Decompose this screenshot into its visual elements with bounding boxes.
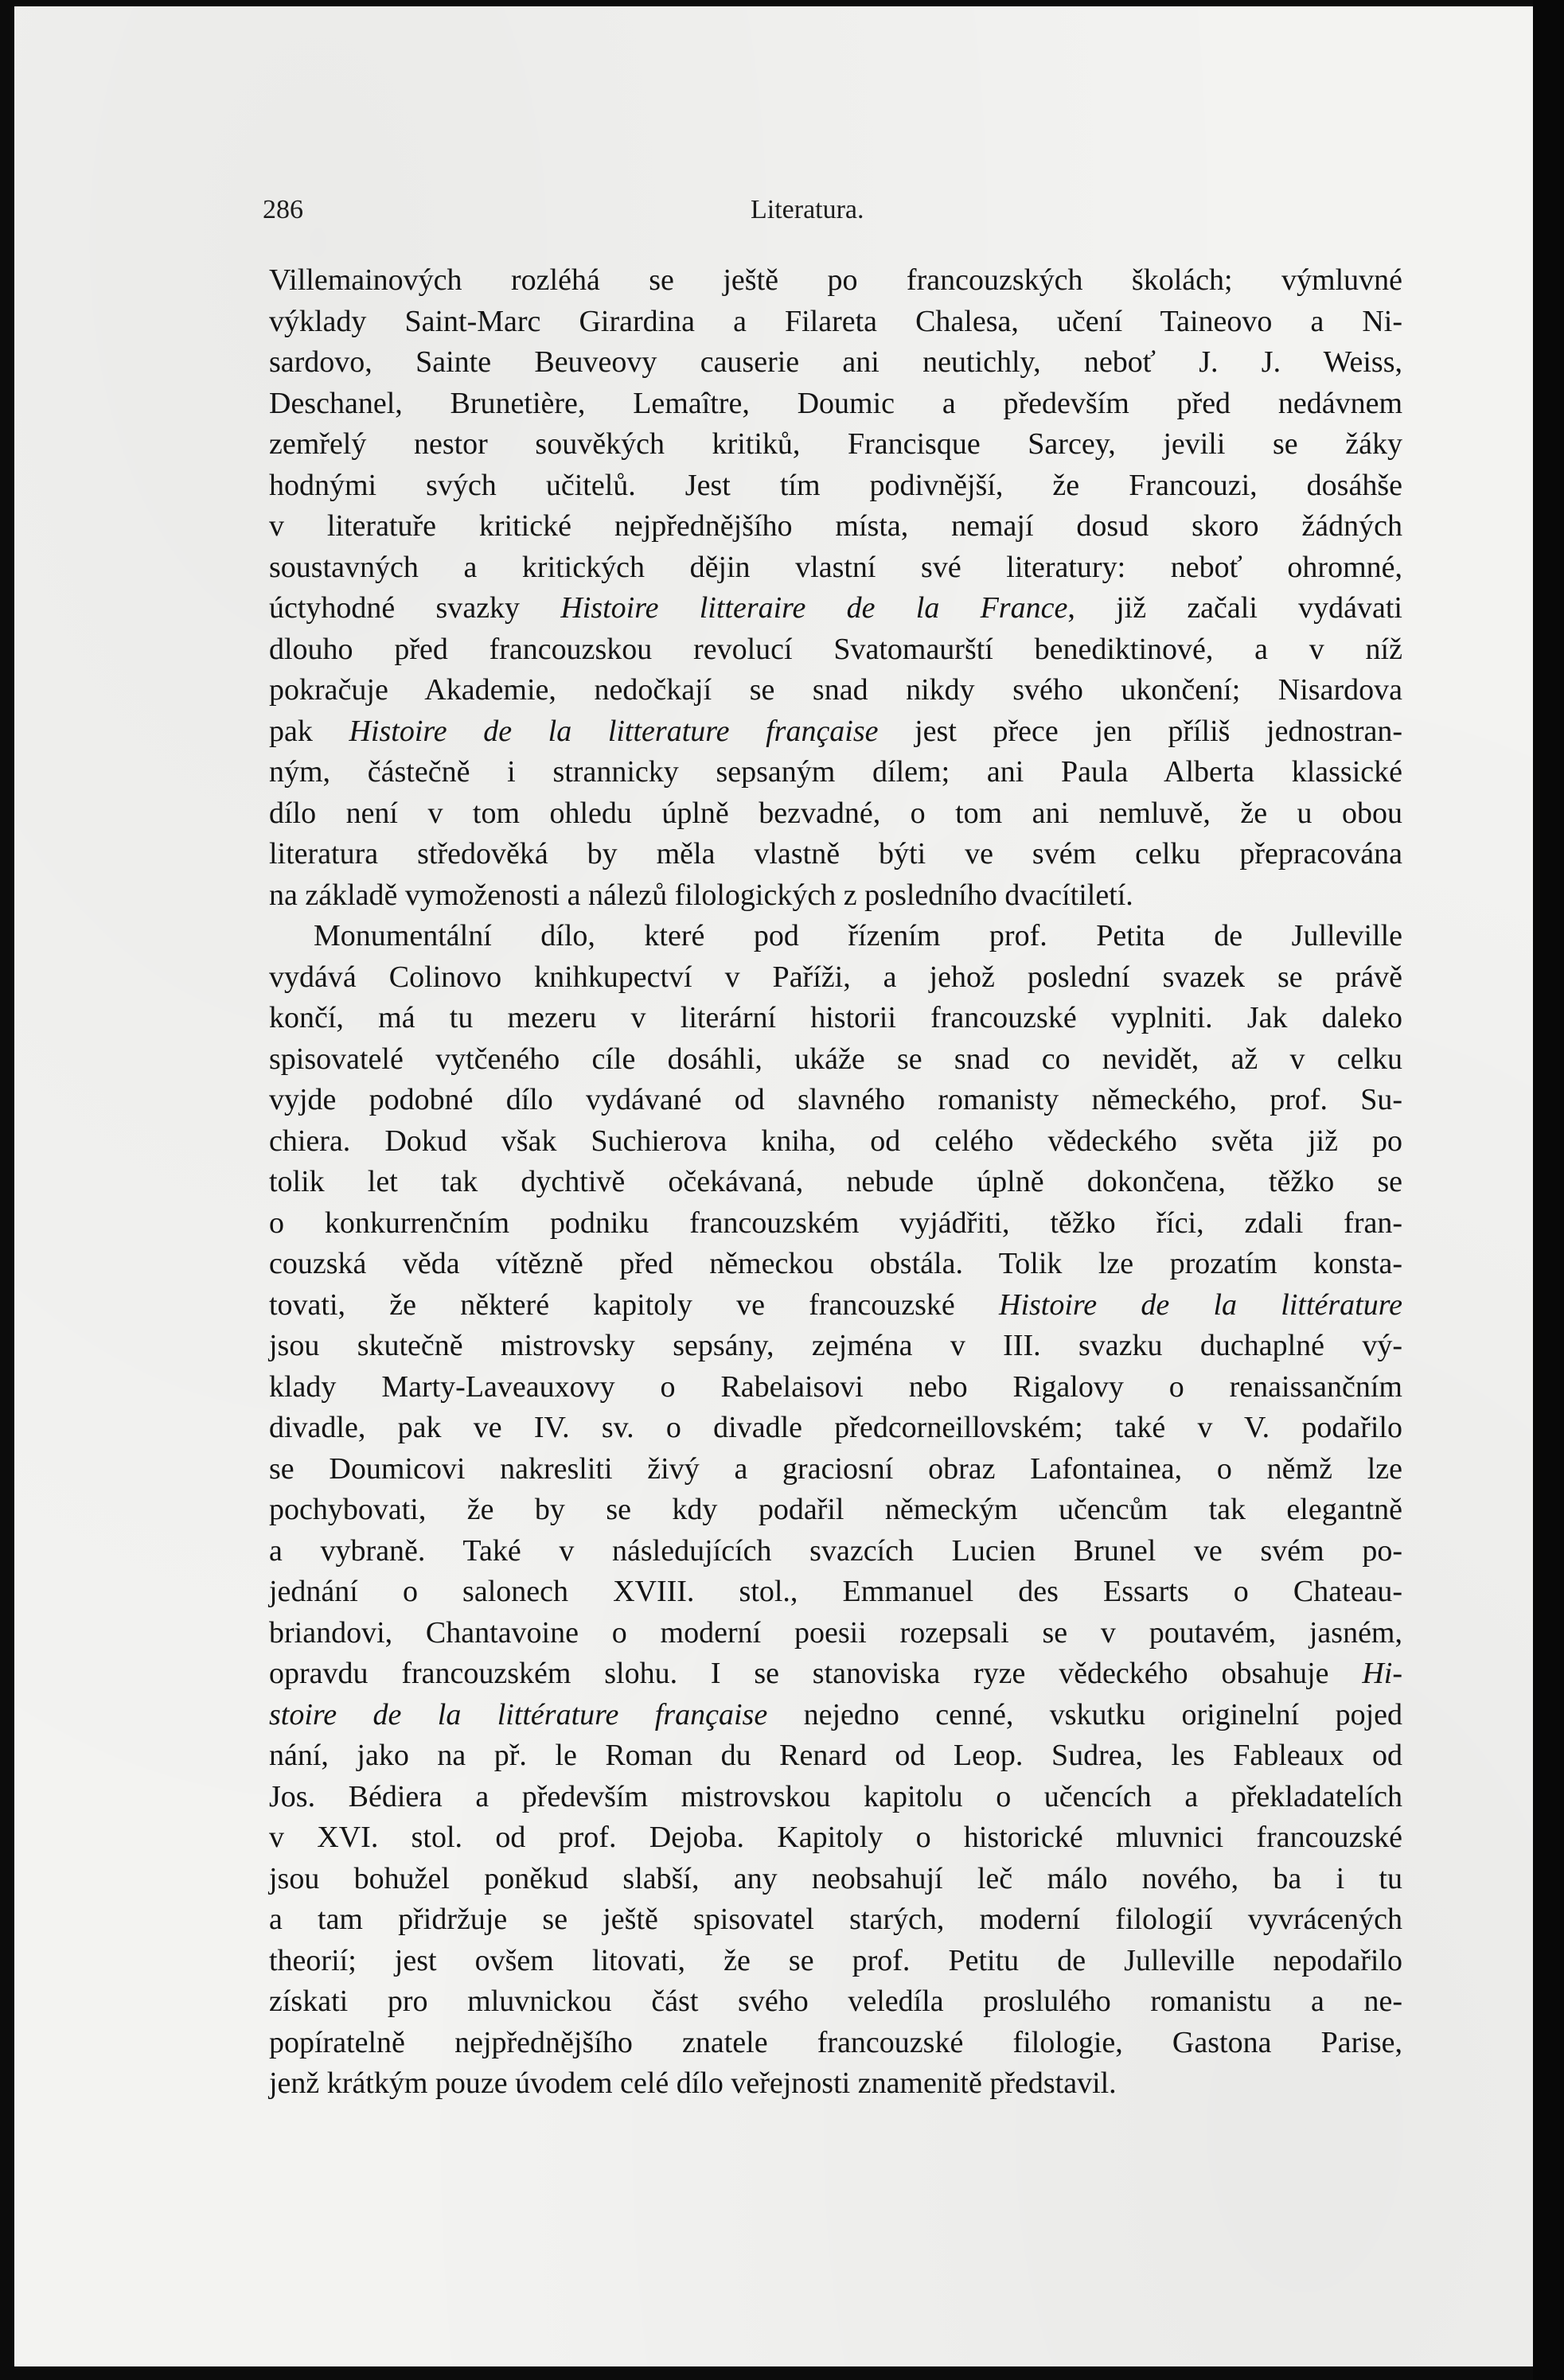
text-line — [269, 875, 1402, 917]
text-segment: spisovatelé vytčeného cíle dosáhli, ukáže se snad co nevidět, až v celku — [269, 1042, 1402, 1076]
text-segment: tolik let tak dychtivě očekávaná, nebude úplně dokončena, těžko se — [269, 1165, 1402, 1198]
page-number: 286 — [263, 195, 303, 224]
scan-edge — [1533, 0, 1564, 2380]
text-segment: literatura středověká by měla vlastně býti ve svém celku přepracována — [269, 837, 1402, 871]
text-segment: získati pro mluvnickou část svého veledíla proslulého romanistu a ne- — [269, 1985, 1402, 2018]
italic-title-text: Hi- — [1362, 1657, 1402, 1690]
text-line — [269, 384, 1402, 425]
text-line — [269, 629, 1402, 671]
text-line — [269, 260, 1402, 302]
text-segment: pak — [269, 714, 349, 748]
text-segment: ným, částečně i strannicky sepsaným dílem; ani Paula Alberta klassické — [269, 755, 1402, 789]
text-line — [269, 465, 1402, 507]
text-segment: theorií; jest ovšem litovati, že se prof. Petitu de Julleville nepodařilo — [269, 1943, 1402, 1977]
text-line — [269, 1039, 1402, 1081]
text-segment: sardovo, Sainte Beuveovy causerie ani neutichly, neboť J. J. Weiss, — [269, 345, 1402, 379]
text-segment: chiera. Dokud však Suchierova kniha, od celého vědeckého světa již po — [269, 1124, 1402, 1158]
text-segment: vyjde podobné dílo vydávané od slavného romanisty německého, prof. Su- — [269, 1083, 1402, 1116]
text-line — [269, 1080, 1402, 1121]
text-line — [269, 547, 1402, 589]
text-line — [269, 342, 1402, 384]
text-segment: couzská věda vítězně před německou obstála. Tolik lze prozatím konsta- — [269, 1247, 1402, 1280]
text-segment: v literatuře kritické nejpřednějšího místa, nemají dosud skoro žádných — [269, 509, 1402, 543]
text-segment: jsou skutečně mistrovsky sepsány, zejména v III. svazku duchaplné vý- — [269, 1329, 1402, 1362]
text-line — [269, 1613, 1402, 1654]
text-segment: zemřelý nestor souvěkých kritiků, Francisque Sarcey, jevili se žáky — [269, 427, 1402, 461]
text-line — [269, 1572, 1402, 1613]
text-line — [269, 998, 1402, 1039]
text-segment: popíratelně nejpřednějšího znatele francouzské filologie, Gastona Parise, — [269, 2025, 1402, 2059]
text-segment: pochybovati, že by se kdy podařil německým učencům tak elegantně — [269, 1493, 1402, 1526]
text-line — [269, 670, 1402, 711]
italic-title-text: stoire de la littérature française — [269, 1697, 768, 1731]
text-line — [269, 711, 1402, 753]
text-segment: jednání o salonech XVIII. stol., Emmanuel des Essarts o Chateau- — [269, 1575, 1402, 1608]
text-segment: o konkurrenčním podniku francouzském vyjádřiti, těžko říci, zdali fran- — [269, 1206, 1402, 1240]
text-line — [269, 302, 1402, 343]
text-segment: končí, má tu mezeru v literární historii francouzské vyplniti. Jak daleko — [269, 1001, 1402, 1034]
text-line — [269, 1654, 1402, 1695]
text-line — [269, 1490, 1402, 1531]
text-line — [269, 1735, 1402, 1777]
text-segment: nání, jako na př. le Roman du Renard od Leop. Sudrea, les Fableaux od — [269, 1739, 1402, 1772]
text-segment: Jos. Bédiera a především mistrovskou kapitolu o učencích a překladatelích — [269, 1779, 1402, 1813]
text-line — [269, 1285, 1402, 1326]
text-line — [269, 1941, 1402, 1982]
text-line — [269, 506, 1402, 547]
text-segment: a vybraně. Také v následujících svazcích Lucien Brunel ve svém po- — [269, 1533, 1402, 1568]
text-segment: výklady Saint-Marc Girardina a Filareta Chalesa, učení Taineovo a Ni- — [269, 304, 1402, 338]
text-line — [269, 424, 1402, 465]
text-segment: , již začali vydávati — [1067, 591, 1402, 625]
text-line — [269, 1244, 1402, 1285]
text-line — [269, 957, 1402, 999]
text-line — [269, 1408, 1402, 1449]
text-line — [269, 916, 1402, 957]
text-segment: hodnými svých učitelů. Jest tím podivnější, že Francouzi, dosáhše — [269, 468, 1402, 502]
text-line — [269, 1326, 1402, 1367]
text-line — [269, 2023, 1402, 2064]
text-segment: Deschanel, Brunetière, Lemaître, Doumic a především před nedávnem — [269, 386, 1402, 420]
text-line — [269, 1695, 1402, 1736]
text-line — [269, 1817, 1402, 1859]
running-title: Literatura. — [751, 195, 864, 224]
text-segment: vydává Colinovo knihkupectví v Paříži, a jehož poslední svazek se právě — [269, 960, 1402, 994]
text-line — [269, 834, 1402, 875]
text-line — [269, 1777, 1402, 1818]
body-text — [269, 260, 1402, 2105]
text-segment: tovati, že některé kapitoly ve francouzské — [269, 1287, 999, 1322]
text-segment: dílo není v tom ohledu úplně bezvadné, o tom ani nemluvě, že u obou — [269, 796, 1402, 830]
text-segment: Monumentální dílo, které pod řízením prof. Petita de Julleville — [314, 919, 1402, 952]
text-segment: klady Marty-Laveauxovy o Rabelaisovi nebo Rigalovy o renaissančním — [269, 1369, 1402, 1404]
text-segment: jenž krátkým pouze úvodem celé dílo veřejnosti znamenitě představil. — [269, 2066, 1117, 2100]
text-segment: jsou bohužel poněkud slabší, any neobsahují leč málo nového, ba i tu — [269, 1861, 1402, 1895]
text-segment: na základě vymoženosti a nálezů filologických z posledního dvacítiletí. — [269, 878, 1133, 912]
text-line — [269, 1859, 1402, 1900]
text-segment: soustavných a kritických dějin vlastní své literatury: neboť ohromné, — [269, 550, 1402, 584]
text-line — [269, 793, 1402, 835]
text-line — [269, 1203, 1402, 1245]
text-line — [269, 1162, 1402, 1203]
page-header — [263, 195, 1402, 235]
text-line — [269, 1531, 1402, 1572]
text-line — [269, 1981, 1402, 2023]
italic-title-text: Histoire de la litterature française — [349, 714, 879, 748]
italic-title-text: Histoire litteraire de la France — [560, 591, 1068, 625]
text-segment: se Doumicovi nakresliti živý a graciosní obraz Lafontainea, o němž lze — [269, 1451, 1402, 1486]
text-segment: briandovi, Chantavoine o moderní poesii rozepsali se v poutavém, jasném, — [269, 1615, 1402, 1650]
text-segment: a tam přidržuje se ještě spisovatel starých, moderní filologií vyvrácených — [269, 1903, 1402, 1936]
text-line — [269, 2063, 1402, 2105]
text-segment: opravdu francouzském slohu. I se stanoviska ryze vědeckého obsahuje — [269, 1657, 1363, 1690]
text-segment: Villemainových rozléhá se ještě po francouzských školách; výmluvné — [269, 263, 1402, 297]
text-segment: pokračuje Akademie, nedočkají se snad nikdy svého ukončení; Nisardova — [269, 673, 1402, 707]
text-line — [269, 1899, 1402, 1941]
text-line — [269, 1121, 1402, 1163]
text-segment: jest přece jen příliš jednostran- — [878, 714, 1402, 748]
text-line — [269, 1449, 1402, 1490]
text-segment: úctyhodné svazky — [269, 591, 561, 625]
text-line — [269, 588, 1402, 629]
italic-title-text: Histoire de la littérature — [999, 1287, 1402, 1322]
text-segment: nejedno cenné, vskutku originelní pojed — [767, 1697, 1402, 1731]
text-segment: v XVI. stol. od prof. Dejoba. Kapitoly o historické mluvnici francouzské — [269, 1821, 1402, 1854]
text-segment: dlouho před francouzskou revolucí Svatomaurští benediktinové, a v níž — [269, 632, 1402, 666]
text-segment: divadle, pak ve IV. sv. o divadle předcorneillovském; také v V. podařilo — [269, 1411, 1402, 1444]
text-line — [269, 1367, 1402, 1408]
text-line — [269, 752, 1402, 793]
